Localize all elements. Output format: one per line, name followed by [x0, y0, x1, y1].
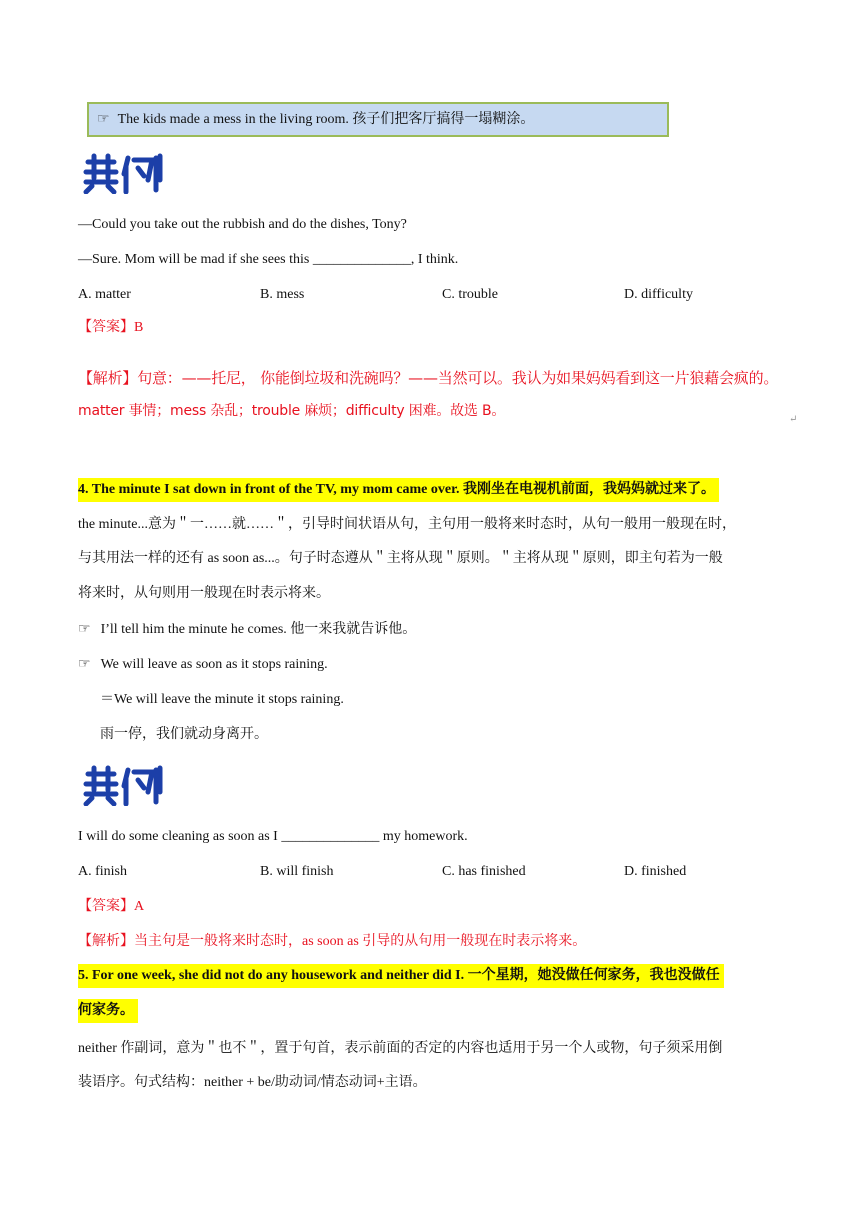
analysis-line: 【解析】当主句是一般将来时态时，as soon as 引导的从句用一般现在时表示将来。 [78, 934, 587, 949]
option-a: A. finish [78, 864, 127, 879]
pointing-hand-icon: ☞ [97, 112, 110, 127]
example-logo-icon [80, 150, 164, 194]
option-d: D. difficulty [624, 287, 693, 302]
option-b: B. mess [260, 287, 305, 302]
answer [78, 897, 144, 917]
section-heading-continued: 何家务。 [78, 999, 138, 1023]
paragraph-line: neither 作副词，意为＂也不＂，置于句首，表示前面的否定的内容也适用于另一个人或物，句子须采用倒 [78, 1041, 723, 1056]
option-d: D. finished [624, 864, 687, 879]
answer-value: A [134, 899, 145, 914]
question-line: —Could you take out the rubbish and do the dishes, Tony? [78, 217, 407, 232]
option-a: A. matter [78, 287, 131, 302]
question-line: —Sure. Mom will be mad if she sees this ______________, I think. [78, 252, 459, 267]
example-text: The kids made a mess in the living room. 孩子们把客厅搞得一塌糊涂。 [117, 112, 535, 127]
option-b: B. will finish [260, 864, 334, 879]
paragraph-line: the minute...意为＂一……就……＂，引导时间状语从句，主句用一般将来时态时，从句一般用一般现在时， [78, 517, 736, 532]
option-c: C. trouble [442, 287, 498, 302]
paragraph-line: 将来时，从句则用一般现在时表示将来。 [78, 586, 330, 601]
paragraph-marker: ↵ [789, 414, 798, 425]
paragraph-line: 与其用法一样的还有 as soon as...。句子时态遵从＂主将从现＂原则。＂主将从现＂原则，即主句若为一般 [78, 551, 723, 566]
question-line: I will do some cleaning as soon as I ______________ my homework. [78, 829, 468, 844]
analysis-line: matter 事情；mess 杂乱；trouble 麻烦；difficulty 困难。故选 B。 [78, 403, 506, 419]
answer [78, 318, 143, 338]
answer-value: B [134, 320, 144, 335]
example-sentence: ☞ We will leave as soon as it stops raining. [78, 657, 328, 672]
example-alternative: ＝We will leave the minute it stops raining. [100, 692, 344, 707]
answer-label: 【答案】 [78, 320, 134, 335]
section-heading: 5. For one week, she did not do any housework and neither did I. 一个星期，她没做任何家务，我也没做任 [78, 964, 724, 988]
pointing-hand-icon: ☞ [78, 622, 91, 637]
answer-label: 【答案】 [78, 899, 134, 914]
pointing-hand-icon: ☞ [78, 657, 91, 672]
example-sentence: ☞ I’ll tell him the minute he comes. 他一来我就告诉他。 [78, 622, 417, 637]
option-c: C. has finished [442, 864, 526, 879]
example-translation: 雨一停，我们就动身离开。 [100, 727, 268, 742]
example-logo-icon [80, 762, 164, 806]
example-box [87, 102, 669, 137]
analysis-line: 【解析】句意：——托尼， 你能倒垃圾和洗碗吗？——当然可以。我认为如果妈妈看到这一片狼藉会疯的。 [78, 369, 779, 387]
paragraph-line: 装语序。句式结构：neither + be/助动词/情态动词+主语。 [78, 1075, 427, 1090]
section-heading: 4. The minute I sat down in front of the TV, my mom came over. 我刚坐在电视机前面，我妈妈就过来了。 [78, 478, 719, 502]
